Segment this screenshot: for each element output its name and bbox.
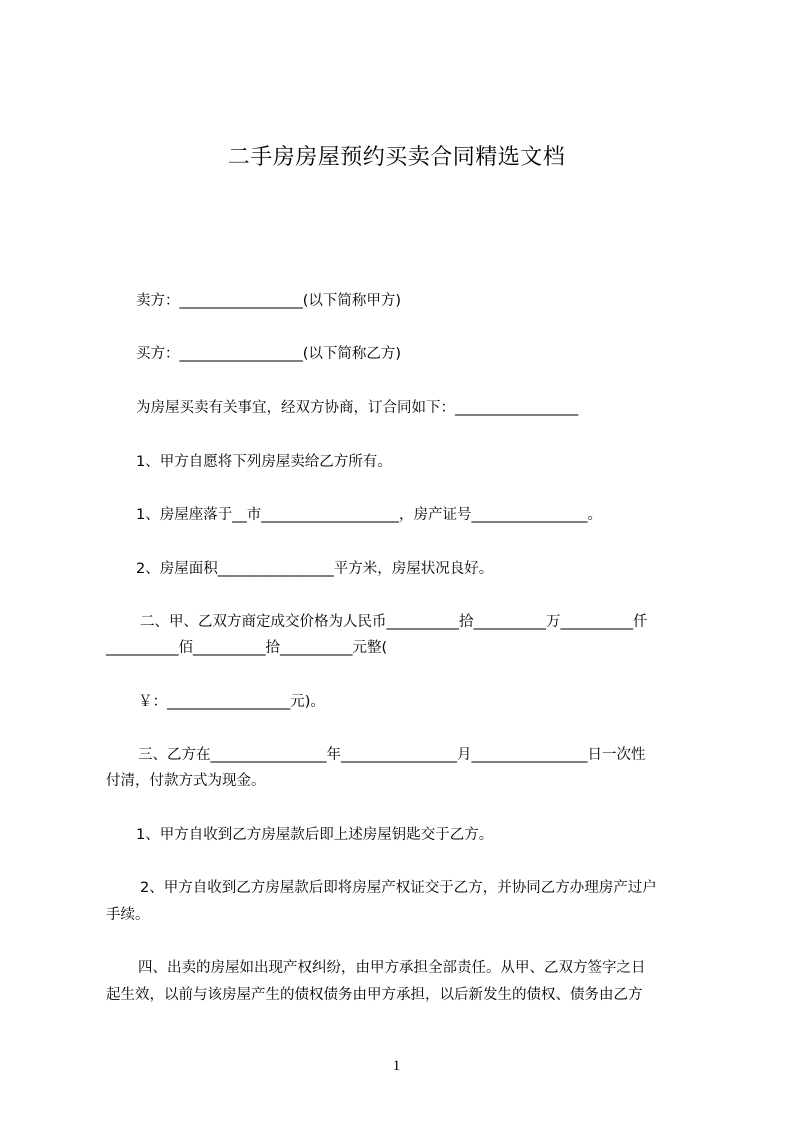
clause-1: 1、甲方自愿将下列房屋卖给乙方所有。 bbox=[136, 454, 392, 470]
clause-3-line-1: 三、乙方在________________年________________月________________日一次性 bbox=[138, 747, 646, 763]
preamble-line: 为房屋买卖有关事宜，经双方协商，订合同如下：_________________ bbox=[136, 400, 579, 416]
document-title: 二手房房屋预约买卖合同精选文档 bbox=[227, 145, 566, 170]
clause-2-line-1: 二、甲、乙双方商定成交价格为人民币__________拾__________万__________仟 bbox=[140, 614, 648, 630]
clause-2-line-3: ￥：_________________元)。 bbox=[138, 694, 325, 710]
clause-3-1: 1、甲方自收到乙方房屋款后即上述房屋钥匙交于乙方。 bbox=[136, 827, 494, 843]
clause-3-2-line-2: 手续。 bbox=[106, 907, 150, 923]
clause-3-2-line-1: 2、甲方自收到乙方房屋款后即将房屋产权证交于乙方，并协同乙方办理房产过户 bbox=[140, 880, 657, 896]
clause-1-1: 1、房屋座落于__市___________________，房产证号________________。 bbox=[136, 507, 602, 523]
clause-4-line-1: 四、出卖的房屋如出现产权纠纷，由甲方承担全部责任。从甲、乙双方签字之日 bbox=[138, 960, 646, 976]
seller-line: 卖方：_________________(以下简称甲方) bbox=[136, 293, 402, 309]
clause-3-line-2: 付清，付款方式为现金。 bbox=[106, 773, 266, 789]
clause-2-line-2: __________佰__________拾__________元整( bbox=[106, 640, 388, 656]
buyer-line: 买方：_________________(以下简称乙方) bbox=[136, 346, 402, 362]
clause-1-2: 2、房屋面积________________平方米，房屋状况良好。 bbox=[136, 561, 494, 577]
clause-4-line-2: 起生效，以前与该房屋产生的债权债务由甲方承担，以后新发生的债权、债务由乙方 bbox=[106, 987, 643, 1003]
page-number: 1 bbox=[392, 1058, 401, 1074]
